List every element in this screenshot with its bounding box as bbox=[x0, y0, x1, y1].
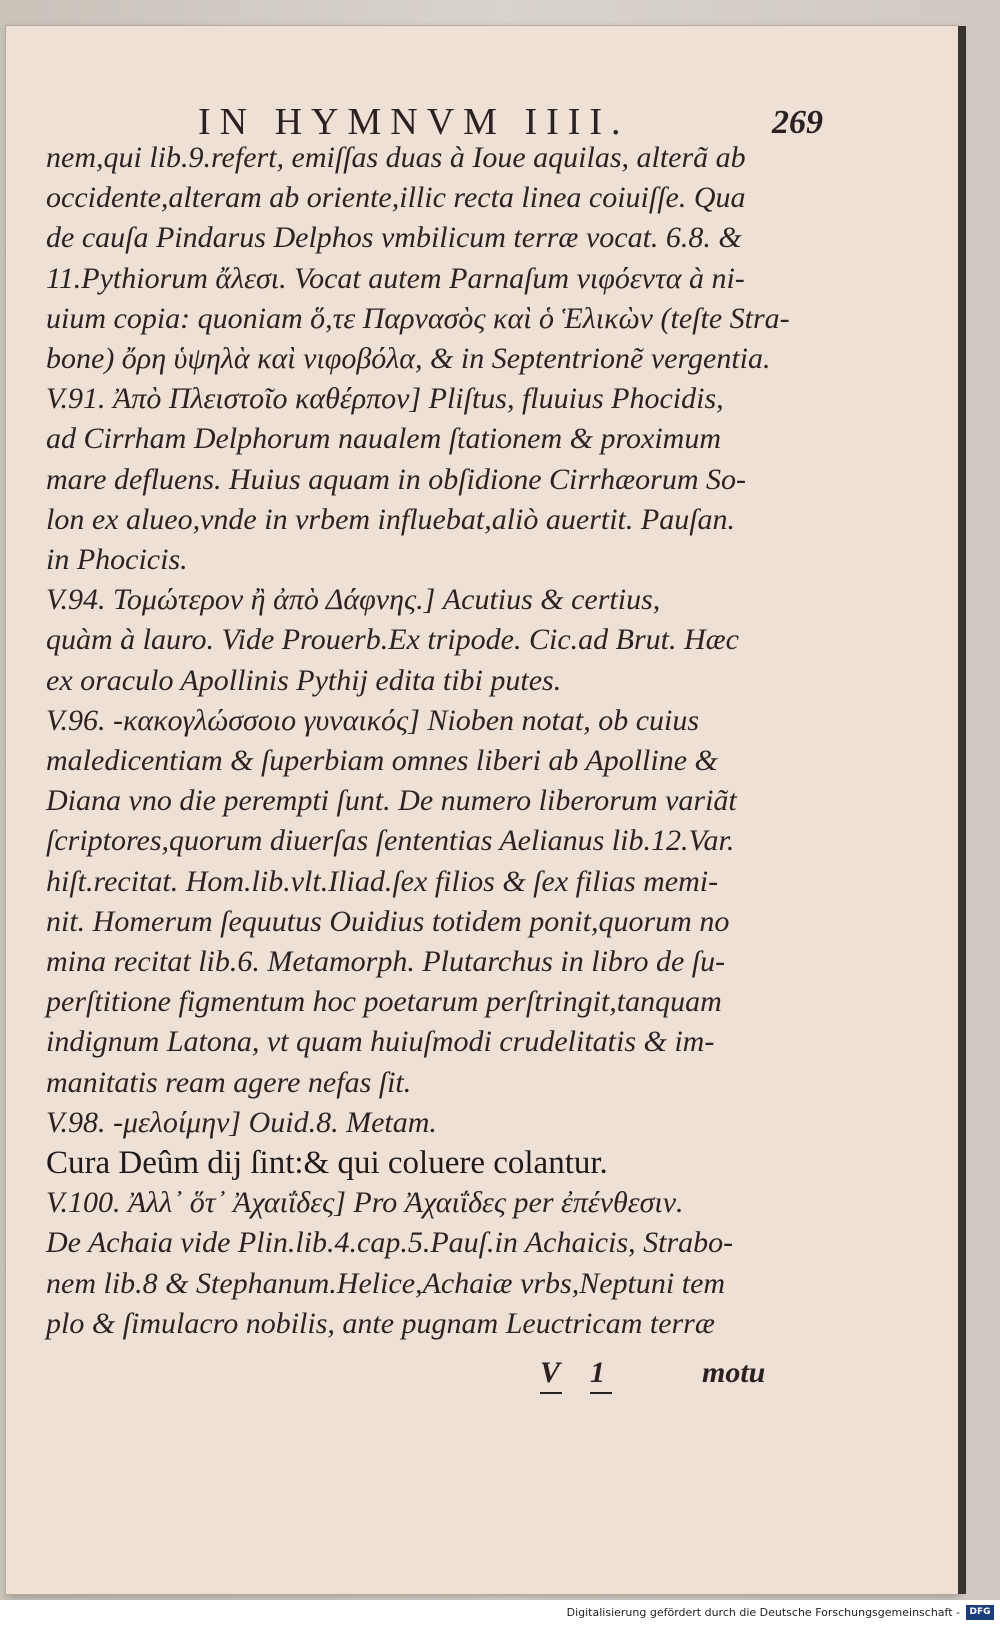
signature-mark: 1 bbox=[590, 1356, 605, 1389]
text-line: occidente,alteram ab oriente,illic recta linea coiuiſſe. Qua bbox=[46, 181, 746, 215]
text-line: nem,qui lib.9.refert, emiſſas duas à Ioue aquilas, alterã ab bbox=[46, 141, 746, 174]
text-line: nem lib.8 & Stephanum.Helice,Achaiæ vrbs,Neptuni tem bbox=[46, 1266, 726, 1300]
running-head: IN HYMNVM IIII. bbox=[198, 101, 630, 143]
signature-underline bbox=[590, 1392, 612, 1394]
text-line: lon ex alueo,vnde in vrbem influebat,aliò auertit. Pauſan. bbox=[46, 502, 736, 536]
text-line: maledicentiam & ſuperbiam omnes liberi ab Apolline & bbox=[46, 744, 718, 778]
text-line: ad Cirrham Delphorum naualem ſtationem & proximum bbox=[46, 422, 721, 456]
text-line: manitatis ream agere nefas ſit. bbox=[46, 1065, 412, 1099]
text-line: ex oraculo Apollinis Pythij edita tibi putes. bbox=[46, 663, 562, 697]
text-line: V.96. -κακογλώσσοιο γυναικός] Nioben notat, ob cuius bbox=[46, 703, 700, 737]
text-line: V.94. Τομώτερον ἢ ἀπὸ Δάφνης.] Acutius & certius, bbox=[46, 583, 661, 617]
text-line: ſcriptores,quorum diuerſas ſententias Aelianus lib.12.Var. bbox=[46, 824, 735, 858]
signature-row bbox=[540, 1356, 830, 1406]
text-line: hiſt.recitat. Hom.lib.vlt.Iliad.ſex filios & ſex filias memi- bbox=[46, 864, 719, 898]
text-line: mina recitat lib.6. Metamorph. Plutarchus in libro de ſu- bbox=[46, 945, 726, 979]
text-line: uium copia: quoniam ὅ,τε Παρνασὸς καὶ ὁ Ἑλικὼν (teſte Stra- bbox=[46, 301, 790, 335]
text-line: indignum Latona, vt quam huiuſmodi crudelitatis & im- bbox=[46, 1025, 715, 1059]
text-line: Diana vno die perempti ſunt. De numero liberorum variãt bbox=[46, 784, 737, 818]
text-line: bone) ὄρη ὑψηλὰ καὶ νιφοβόλα, & in Septentrionẽ vergentia. bbox=[46, 342, 771, 376]
footer-credit: Digitalisierung gefördert durch die Deutsche Forschungsgemeinschaft - bbox=[566, 1606, 960, 1619]
signature-mark: V bbox=[540, 1356, 561, 1389]
commentary-text bbox=[46, 138, 846, 1344]
text-line: V.98. -μελοίμην] Ouid.8. Metam. bbox=[46, 1105, 437, 1139]
text-line: V.91. Ἀπὸ Πλειστοῖο καθέρπον] Pliſtus, fluuius Phocidis, bbox=[46, 382, 724, 416]
text-line: mare defluens. Huius aquam in obſidione Cirrhæorum So- bbox=[46, 462, 747, 496]
signature-underline bbox=[540, 1392, 562, 1394]
verse-quotation: Cura Deûm dij ſint:& qui coluere colantur. bbox=[46, 1145, 608, 1182]
catchword: motu bbox=[702, 1356, 766, 1389]
text-line: 11.Pythiorum ἄλεσι. Vocat autem Parnaſum νιφόεντα à ni- bbox=[46, 261, 745, 295]
text-line: De Achaia vide Plin.lib.4.cap.5.Pauſ.in Achaicis, Strabo- bbox=[46, 1226, 734, 1260]
text-line: plo & ſimulacro nobilis, ante pugnam Leuctricam terræ bbox=[46, 1306, 715, 1340]
text-line: de cauſa Pindarus Delphos vmbilicum terræ vocat. 6.8. & bbox=[46, 221, 742, 255]
text-line: V.100. Ἀλλ᾽ ὅτ᾽ Ἀχαιΐδες] Pro Ἀχαιΐδες per ἐπένθεσιν. bbox=[46, 1186, 684, 1220]
text-line: quàm à lauro. Vide Prouerb.Ex tripode. Cic.ad Brut. Hæc bbox=[46, 623, 739, 657]
page-gutter bbox=[958, 26, 966, 1594]
text-line: perſtitione figmentum hoc poetarum perſtringit,tanquam bbox=[46, 985, 722, 1019]
text-line: in Phocicis. bbox=[46, 543, 188, 577]
dfg-logo-icon: DFG bbox=[966, 1605, 994, 1620]
footer-bar bbox=[0, 1600, 1000, 1629]
page-number: 269 bbox=[772, 104, 823, 141]
text-line: nit. Homerum ſequutus Ouidius totidem ponit,quorum no bbox=[46, 904, 730, 938]
